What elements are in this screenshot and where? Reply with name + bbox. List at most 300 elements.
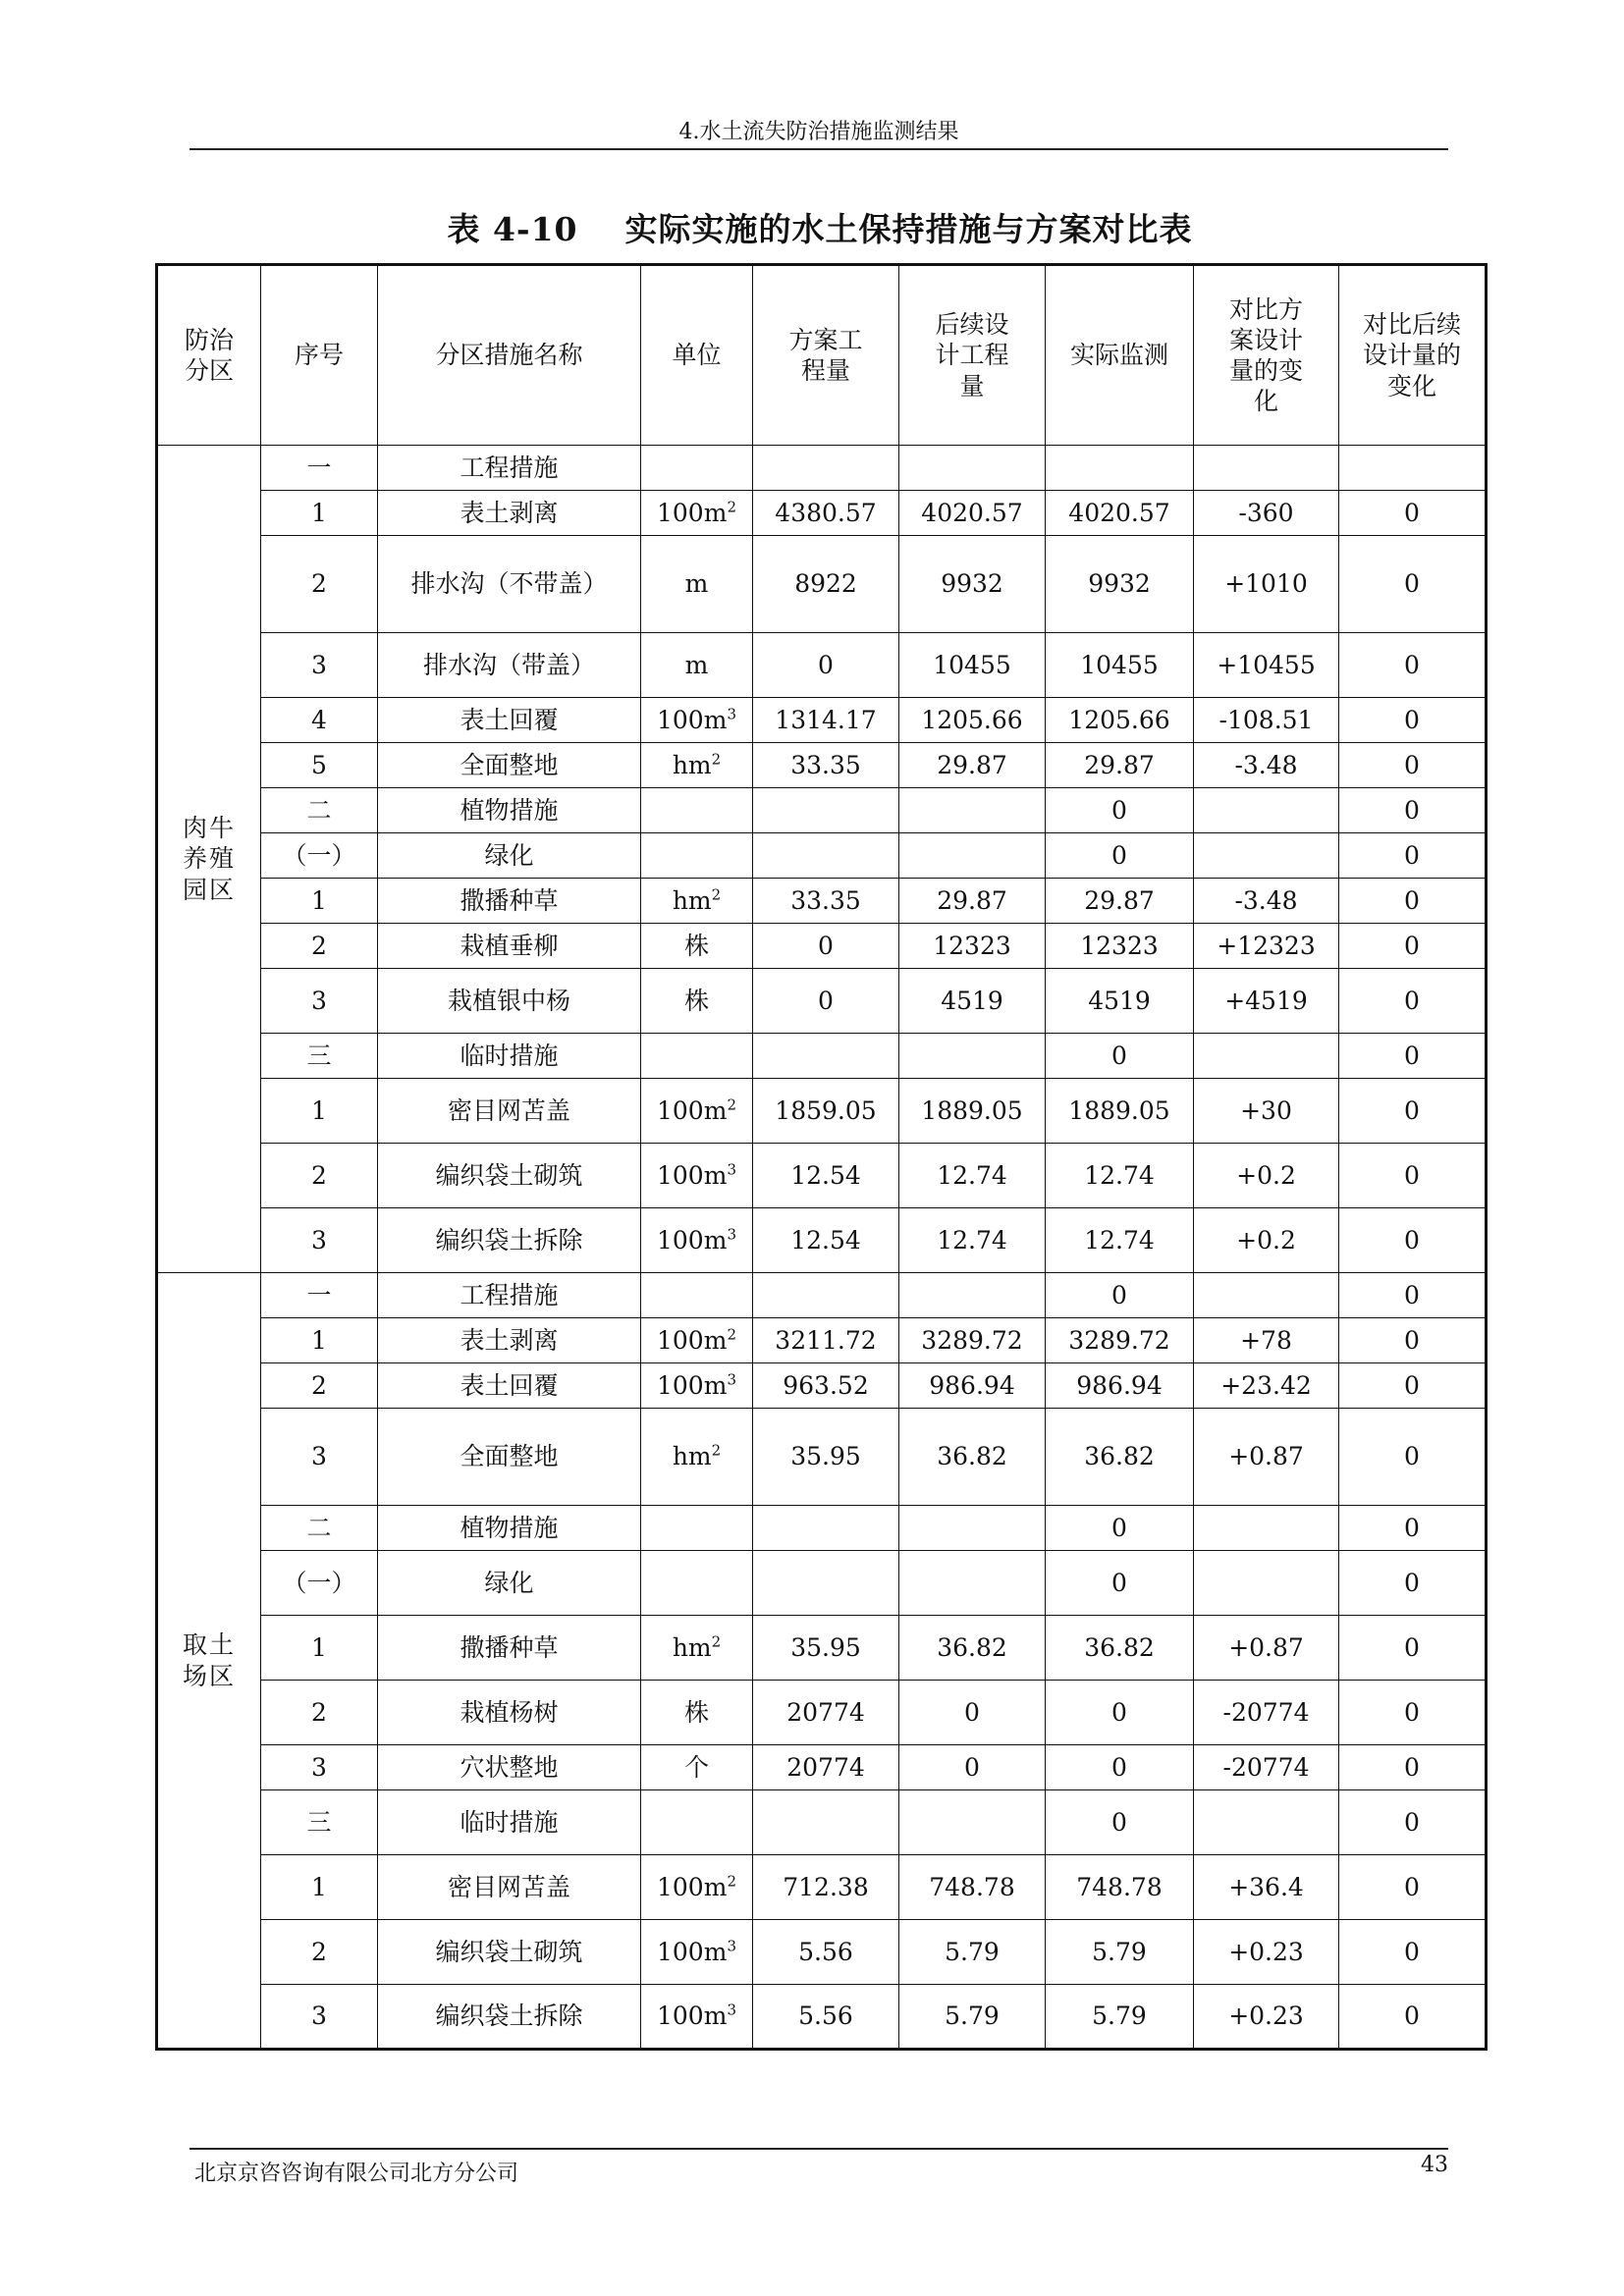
table-cell	[1339, 1363, 1487, 1409]
table-cell	[899, 446, 1046, 491]
cell-text: 2	[311, 1697, 327, 1727]
table-cell	[261, 1273, 378, 1318]
cell-text: 3	[311, 1442, 327, 1471]
cell-text: 33.35	[790, 885, 861, 915]
table-cell	[261, 1681, 378, 1745]
table-cell	[261, 1506, 378, 1551]
unit-superscript: 3	[727, 1370, 736, 1389]
footer-rule	[189, 2148, 1448, 2150]
comparison-table	[155, 263, 1488, 2051]
table-cell	[641, 1273, 753, 1318]
table-cell	[899, 1208, 1046, 1273]
cell-text: 0	[818, 986, 834, 1015]
cell-text: 0	[1111, 840, 1127, 870]
table-cell	[1339, 1985, 1487, 2050]
table-cell	[753, 924, 899, 969]
cell-text: 排水沟（不带盖）	[410, 569, 608, 599]
column-header-line: 单位	[672, 341, 722, 370]
cell-text: m	[684, 650, 709, 679]
cell-text: +10455	[1217, 650, 1316, 679]
table-cell	[641, 1034, 753, 1079]
cell-text: -20774	[1222, 1752, 1310, 1782]
table-cell	[753, 1144, 899, 1208]
table-cell	[641, 1855, 753, 1920]
table-cell	[899, 1506, 1046, 1551]
table-cell	[1339, 1273, 1487, 1318]
cell-text: 9932	[1088, 569, 1151, 599]
table-cell	[378, 446, 641, 491]
cell-text: 全面整地	[460, 1442, 559, 1471]
cell-text: -108.51	[1218, 705, 1314, 734]
cell-text: 2	[311, 1370, 327, 1400]
table-cell	[1339, 1551, 1487, 1616]
table-row	[157, 1318, 1487, 1363]
cell-text: 0	[1111, 1568, 1127, 1597]
column-header-line: 序号	[294, 341, 344, 370]
cell-text: 10455	[933, 650, 1011, 679]
table-cell	[1194, 491, 1339, 536]
table-cell	[753, 788, 899, 833]
cell-text: 12.74	[1084, 1225, 1155, 1255]
cell-text: （一）	[282, 840, 356, 870]
cell-text: 0	[964, 1697, 980, 1727]
cell-text: 0	[1111, 1752, 1127, 1782]
table-number: 表 4-10	[447, 210, 578, 248]
unit-superscript: 2	[711, 750, 722, 769]
cell-text: 编织袋土拆除	[435, 1225, 583, 1255]
cell-text: 5.79	[945, 1937, 1000, 1966]
cell-text: 撒播种草	[460, 1632, 559, 1662]
table-cell	[753, 833, 899, 879]
cell-text: 0	[1404, 1752, 1420, 1782]
cell-text: -3.48	[1234, 885, 1298, 915]
table-cell	[1046, 1506, 1194, 1551]
cell-text: 4380.57	[775, 498, 877, 527]
table-cell	[753, 1681, 899, 1745]
table-cell	[1339, 1681, 1487, 1745]
cell-text: 二	[306, 795, 332, 825]
table-cell	[641, 446, 753, 491]
table-cell	[1194, 1363, 1339, 1409]
table-cell	[1194, 698, 1339, 743]
cell-text: 0	[1404, 750, 1420, 779]
table-cell	[641, 1790, 753, 1855]
cell-text: 密目网苫盖	[447, 1095, 570, 1125]
cell-text: 表土剥离	[460, 498, 559, 527]
table-row	[157, 924, 1487, 969]
cell-text: +0.2	[1236, 1160, 1296, 1190]
table-cell	[753, 1855, 899, 1920]
table-row	[157, 1208, 1487, 1273]
table-cell	[753, 1506, 899, 1551]
running-head: 4.水土流失防治措施监测结果	[678, 120, 959, 144]
header-row	[157, 265, 1487, 446]
table-cell	[641, 1144, 753, 1208]
table-cell	[899, 1363, 1046, 1409]
table-cell	[753, 1790, 899, 1855]
unit-superscript: 3	[727, 1225, 736, 1244]
table-cell	[378, 698, 641, 743]
table-cell	[899, 924, 1046, 969]
column-header-line: 对比后续	[1362, 310, 1461, 340]
cell-text: 0	[1404, 1225, 1420, 1255]
cell-text: 100m	[657, 1325, 728, 1355]
table-cell	[899, 1681, 1046, 1745]
table-cell	[1046, 491, 1194, 536]
cell-text: 1	[311, 1872, 327, 1901]
table-cell	[1046, 1745, 1194, 1790]
cell-text: -20774	[1222, 1697, 1310, 1727]
table-cell	[261, 1079, 378, 1144]
column-header-line: 案设计	[1228, 325, 1303, 354]
table-cell	[1339, 491, 1487, 536]
cell-text: 3	[311, 2002, 327, 2031]
cell-text: 株	[683, 986, 709, 1015]
cell-text: 一	[306, 453, 332, 482]
table-cell	[753, 1318, 899, 1363]
table-cell	[378, 788, 641, 833]
cell-text: 1	[311, 498, 327, 527]
table-cell	[1194, 1273, 1339, 1318]
column-header-line: 防治	[184, 325, 234, 354]
cell-text: 0	[1404, 1872, 1420, 1901]
table-cell	[1046, 1409, 1194, 1506]
cell-text: 33.35	[790, 750, 861, 779]
table-cell	[641, 1681, 753, 1745]
column-header-line: 方案工	[788, 325, 863, 354]
unit-superscript: 3	[727, 2002, 736, 2020]
table-cell	[753, 1034, 899, 1079]
table-cell	[753, 1208, 899, 1273]
cell-text: 5.79	[945, 2002, 1000, 2031]
table-cell	[641, 1208, 753, 1273]
zone-cell	[157, 1273, 261, 2050]
table-cell	[378, 536, 641, 633]
table-cell	[1046, 536, 1194, 633]
cell-text: 12.74	[1084, 1160, 1155, 1190]
table-cell	[641, 633, 753, 698]
table-cell	[899, 788, 1046, 833]
table-cell	[1046, 1790, 1194, 1855]
table-cell	[1339, 1506, 1487, 1551]
table-cell	[1046, 446, 1194, 491]
cell-text: 3	[311, 650, 327, 679]
table-row	[157, 536, 1487, 633]
cell-text: 0	[1404, 1095, 1420, 1125]
table-cell	[261, 969, 378, 1034]
cell-text: 临时措施	[460, 1041, 559, 1070]
cell-text: +4519	[1224, 986, 1308, 1015]
cell-text: 栽植杨树	[460, 1697, 559, 1727]
table-row	[157, 1616, 1487, 1681]
table-cell	[753, 1409, 899, 1506]
table-row	[157, 833, 1487, 879]
table-cell	[641, 1616, 753, 1681]
table-cell	[261, 1363, 378, 1409]
table-cell	[641, 924, 753, 969]
table-row	[157, 969, 1487, 1034]
unit-superscript: 2	[727, 1325, 736, 1344]
table-cell	[261, 491, 378, 536]
table-row	[157, 788, 1487, 833]
cell-text: 5	[311, 750, 327, 779]
cell-text: +1010	[1224, 569, 1308, 599]
cell-text: 100m	[657, 498, 728, 527]
table-cell	[1194, 743, 1339, 788]
cell-text: +0.2	[1236, 1225, 1296, 1255]
cell-text: 9932	[941, 569, 1003, 599]
cell-text: 0	[1404, 1632, 1420, 1662]
cell-text: 100m	[657, 1095, 728, 1125]
cell-text: 3	[311, 1752, 327, 1782]
cell-text: 0	[1111, 795, 1127, 825]
table-cell	[1194, 1616, 1339, 1681]
table-row	[157, 1855, 1487, 1920]
table-cell	[1339, 1790, 1487, 1855]
cell-text: 0	[964, 1752, 980, 1782]
cell-text: 栽植垂柳	[460, 931, 559, 960]
table-cell	[899, 1318, 1046, 1363]
cell-text: 8922	[794, 569, 857, 599]
table-cell	[899, 1409, 1046, 1506]
cell-text: 3211.72	[775, 1325, 877, 1355]
cell-text: 4	[311, 705, 327, 734]
table-cell	[1046, 788, 1194, 833]
table-cell	[1339, 1318, 1487, 1363]
cell-text: 0	[1404, 931, 1420, 960]
table-cell	[899, 1745, 1046, 1790]
table-cell	[899, 1790, 1046, 1855]
table-cell	[641, 491, 753, 536]
table-cell	[1194, 1318, 1339, 1363]
cell-text: 1889.05	[1068, 1095, 1170, 1125]
cell-text: 12323	[1080, 931, 1159, 960]
table-cell	[378, 1920, 641, 1985]
table-cell	[1194, 536, 1339, 633]
table-cell	[899, 536, 1046, 633]
table-cell	[261, 536, 378, 633]
table-cell	[753, 536, 899, 633]
table-cell	[753, 743, 899, 788]
cell-text: 密目网苫盖	[447, 1872, 570, 1901]
table-cell	[261, 879, 378, 924]
table-cell	[899, 743, 1046, 788]
cell-text: -360	[1238, 498, 1294, 527]
cell-text: 100m	[657, 1370, 728, 1400]
cell-text: +0.87	[1228, 1632, 1304, 1662]
cell-text: 1889.05	[921, 1095, 1023, 1125]
cell-text: 12.54	[790, 1225, 861, 1255]
cell-text: 2	[311, 569, 327, 599]
cell-text: 绿化	[484, 840, 534, 870]
table-cell	[899, 1551, 1046, 1616]
cell-text: 100m	[657, 2002, 728, 2031]
cell-text: 4519	[941, 986, 1003, 1015]
table-cell	[378, 924, 641, 969]
cell-text: 35.95	[790, 1442, 861, 1471]
table-cell	[641, 1318, 753, 1363]
table-cell	[1194, 969, 1339, 1034]
table-cell	[1046, 698, 1194, 743]
table-caption: 实际实施的水土保持措施与方案对比表	[624, 210, 1193, 248]
cell-text: 1859.05	[775, 1095, 877, 1125]
cell-text: 植物措施	[460, 1513, 559, 1542]
cell-text: 0	[1111, 1280, 1127, 1309]
table-cell	[753, 1273, 899, 1318]
table-cell	[378, 1855, 641, 1920]
cell-text: 4020.57	[921, 498, 1023, 527]
table-cell	[899, 633, 1046, 698]
cell-text: 1	[311, 885, 327, 915]
cell-text: hm	[672, 1632, 712, 1662]
cell-text: 植物措施	[460, 795, 559, 825]
column-header-line: 对比方	[1228, 294, 1303, 324]
table-cell	[753, 1079, 899, 1144]
table-row	[157, 491, 1487, 536]
cell-text: 0	[1404, 1370, 1420, 1400]
cell-text: 29.87	[937, 885, 1007, 915]
table-cell	[1046, 879, 1194, 924]
cell-text: 36.82	[1084, 1442, 1155, 1471]
table-cell	[641, 743, 753, 788]
table-cell	[1194, 1034, 1339, 1079]
table-cell	[753, 1985, 899, 2050]
table-row	[157, 743, 1487, 788]
zone-name-line: 取土	[182, 1630, 236, 1660]
table-cell	[261, 1985, 378, 2050]
cell-text: 个	[683, 1752, 709, 1782]
cell-text: 1314.17	[775, 705, 877, 734]
table-cell	[1046, 1855, 1194, 1920]
cell-text: 1	[311, 1632, 327, 1662]
table-row	[157, 879, 1487, 924]
table-cell	[378, 879, 641, 924]
table-cell	[753, 446, 899, 491]
cell-text: 3	[311, 986, 327, 1015]
table-cell	[753, 879, 899, 924]
table-cell	[1194, 879, 1339, 924]
cell-text: 5.56	[798, 2002, 853, 2031]
unit-superscript: 2	[727, 1872, 736, 1891]
cell-text: 12.74	[937, 1225, 1007, 1255]
table-cell	[1046, 1273, 1194, 1318]
table-cell	[1339, 698, 1487, 743]
table-cell	[1339, 1855, 1487, 1920]
table-cell	[1046, 1079, 1194, 1144]
table-body	[157, 446, 1487, 2050]
table-cell	[1339, 536, 1487, 633]
cell-text: 29.87	[1084, 885, 1155, 915]
table-cell	[641, 1745, 753, 1790]
table-cell	[261, 1616, 378, 1681]
cell-text: 35.95	[790, 1632, 861, 1662]
table-cell	[1339, 1208, 1487, 1273]
table-cell	[378, 969, 641, 1034]
cell-text: 1	[311, 1325, 327, 1355]
cell-text: +30	[1240, 1095, 1292, 1125]
table-cell	[1339, 924, 1487, 969]
table-cell	[641, 1551, 753, 1616]
table-cell	[378, 1208, 641, 1273]
cell-text: 绿化	[484, 1568, 534, 1597]
unit-superscript: 2	[727, 498, 736, 516]
cell-text: 0	[1404, 840, 1420, 870]
table-cell	[261, 1745, 378, 1790]
column-header-line: 实际监测	[1069, 341, 1168, 370]
table-row	[157, 446, 1487, 491]
column-header-line: 程量	[800, 356, 850, 385]
table-cell	[378, 1985, 641, 2050]
cell-text: +0.23	[1228, 1937, 1304, 1966]
cell-text: +0.87	[1228, 1442, 1304, 1471]
table-cell	[1339, 1144, 1487, 1208]
table-row	[157, 1273, 1487, 1318]
table-cell	[261, 833, 378, 879]
table-cell	[1194, 1745, 1339, 1790]
table-cell	[1339, 1616, 1487, 1681]
cell-text: 748.78	[1076, 1872, 1163, 1901]
table-cell	[1339, 879, 1487, 924]
cell-text: 0	[1404, 498, 1420, 527]
cell-text: 29.87	[937, 750, 1007, 779]
table-cell	[1046, 924, 1194, 969]
column-header-line: 后续设	[935, 310, 1009, 340]
zone-name-line: 肉牛	[182, 814, 236, 843]
cell-text: 986.94	[929, 1370, 1015, 1400]
table-row	[157, 1985, 1487, 2050]
table-cell	[1339, 1745, 1487, 1790]
column-header-line: 量	[959, 371, 985, 400]
zone-name-line: 园区	[182, 875, 236, 904]
table-cell	[899, 1144, 1046, 1208]
cell-text: 100m	[657, 705, 728, 734]
table-cell	[378, 1318, 641, 1363]
cell-text: 表土剥离	[460, 1325, 559, 1355]
table-cell	[641, 879, 753, 924]
cell-text: hm	[672, 750, 712, 779]
cell-text: 3	[311, 1225, 327, 1255]
unit-superscript: 2	[727, 1095, 736, 1114]
table-cell	[1046, 1208, 1194, 1273]
cell-text: 编织袋土砌筑	[435, 1937, 583, 1966]
table-row	[157, 633, 1487, 698]
table-cell	[1194, 1079, 1339, 1144]
table-cell	[1046, 633, 1194, 698]
cell-text: 5.56	[798, 1937, 853, 1966]
page-number: 43	[1421, 2153, 1448, 2177]
table-cell	[378, 1144, 641, 1208]
cell-text: 5.79	[1092, 1937, 1147, 1966]
column-header	[641, 265, 753, 446]
cell-text: 100m	[657, 1937, 728, 1966]
unit-superscript: 2	[711, 885, 722, 904]
cell-text: 0	[1404, 1041, 1420, 1070]
table-row	[157, 698, 1487, 743]
table-cell	[899, 1920, 1046, 1985]
table-cell	[753, 1616, 899, 1681]
table-cell	[1046, 1616, 1194, 1681]
footer-company: 北京京咨咨询有限公司北方分公司	[194, 2162, 519, 2186]
table-cell	[641, 969, 753, 1034]
table-cell	[753, 698, 899, 743]
cell-text: 1	[311, 1095, 327, 1125]
table-cell	[261, 698, 378, 743]
table-cell	[1339, 1034, 1487, 1079]
table-cell	[899, 833, 1046, 879]
cell-text: 全面整地	[460, 750, 559, 779]
table-cell	[1046, 1318, 1194, 1363]
cell-text: 2	[311, 1160, 327, 1190]
